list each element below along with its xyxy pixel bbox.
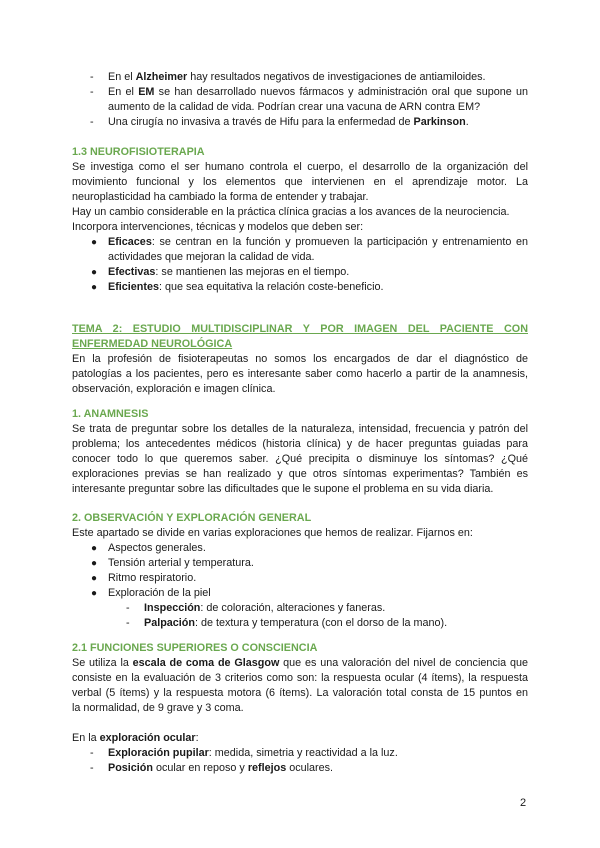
chapter-title-line-2: ENFERMEDAD NEUROLÓGICA [72, 338, 233, 350]
section-heading: 2.1 FUNCIONES SUPERIORES O CONSCIENCIA [72, 642, 318, 654]
list-item: ● Eficientes: que sea equitativa la relación coste-beneficio. [91, 281, 384, 293]
list-item: ● Tensión arterial y temperatura. [91, 557, 254, 569]
list-item: ● Ritmo respiratorio. [91, 572, 197, 584]
sub-list-item: - Palpación: de textura y temperatura (con el dorso de la mano). [126, 617, 448, 629]
list-item: - En el EM se han desarrollado nuevos fármacos y administración oral que supone un aumento de la calidad de vida. Podrían crear una vacuna de ARN contra EM? [90, 86, 529, 113]
list-item: - Posición ocular en reposo y reflejos oculares. [90, 762, 334, 774]
section-funciones-superiores: 2.1 FUNCIONES SUPERIORES O CONSCIENCIA Se utiliza la escala de coma de Glasgow que es una valoración del nivel de conciencia que consiste en la evaluación de 3 criterios como son: la respuesta ocular (4 ítems), la respuesta verbal (5 ítems) y la respuesta motora (6 ítems). La valoración total consta de 15 puntos en la normalidad, de 9 grave y 3 coma. En la exploración ocular: - Exploración pupilar: medida, simetria y reactividad a la luz. - Posición ocular en reposo y reflejos oculares. [72, 642, 528, 774]
list-item: - Una cirugía no invasiva a través de Hifu para la enfermedad de Parkinson. [90, 116, 469, 128]
chapter-title: TEMA 2: ESTUDIO MULTIDISCIPLINAR Y POR IMAGEN DEL PACIENTE CON [72, 323, 528, 335]
section-heading: 2. OBSERVACIÓN Y EXPLORACIÓN GENERAL [72, 512, 312, 524]
section-observacion: 2. OBSERVACIÓN Y EXPLORACIÓN GENERAL Este apartado se divide en varias exploraciones que hemos de realizar. Fijarnos en: ● Aspectos generales. ● Tensión arterial y temperatura. ● Ritmo respiratorio. ● Exploración de la piel - Inspección: de coloración, alteraciones y faneras. - Palpación: de textura y temperatura (con el dorso de la mano). [72, 511, 528, 631]
section-anamnesis: 1. ANAMNESIS Se trata de preguntar sobre los detalles de la naturaleza, intensidad, frecuencia y patrón del problema; los antecedentes médicos (historia clínica) y de hacer preguntas guiadas para conocer todo lo que queremos saber. ¿Qué precipita o disminuye los síntomas? ¿Qué exploraciones previas se han realizado y que otros síntomas experimentas? También es interesante preguntar sobre las dificultades que le supone el problema en su vida diaria. [72, 408, 528, 495]
page-number: 2 [520, 797, 527, 809]
list-item: ● Aspectos generales. [91, 542, 206, 554]
section-tema-2: TEMA 2: ESTUDIO MULTIDISCIPLINAR Y POR IMAGEN DEL PACIENTE CON ENFERMEDAD NEUROLÓGICA En la profesión de fisioterapeutas no somos los encargados de dar el diagnóstico de patologías a los pacientes, pero es interesante saber como hacerlo a partir de la anamnesis, observación, exploración e imagen clínica. [72, 323, 528, 395]
section-heading: 1. ANAMNESIS [72, 408, 149, 420]
section-neurofisioterapia: 1.3 NEUROFISIOTERAPIA Se investiga como el ser humano controla el cuerpo, el desarrollo de la organización del movimiento funcional y los elementos que intervienen en el aprendizaje motor. La neuroplasticidad ha cambiado la forma de entender y trabajar. Hay un cambio considerable en la práctica clínica gracias a los avances de la neurociencia. Incorpora intervenciones, técnicas y modelos que deben ser: ● Eficaces: se centran en la función y promueven la participación y entrenamiento en actividades que mejoran la calidad de vida. ● Efectivas: se mantienen las mejoras en el tiempo. ● Eficientes: que sea equitativa la relación coste-beneficio. [72, 146, 528, 293]
list-item: - En el Alzheimer hay resultados negativos de investigaciones de antiamiloides. [90, 71, 486, 83]
list-item: ● Efectivas: se mantienen las mejoras en el tiempo. [91, 266, 350, 278]
list-item: - Exploración pupilar: medida, simetria y reactividad a la luz. [90, 747, 398, 759]
list-item: ● Exploración de la piel [91, 587, 211, 599]
intro-dash-list [72, 70, 528, 130]
section-heading: 1.3 NEUROFISIOTERAPIA [72, 146, 205, 158]
list-item: ● Eficaces: se centran en la función y promueven la participación y entrenamiento en actividades que mejoran la calidad de vida. [91, 236, 528, 263]
sub-list-item: - Inspección: de coloración, alteraciones y faneras. [126, 602, 386, 614]
